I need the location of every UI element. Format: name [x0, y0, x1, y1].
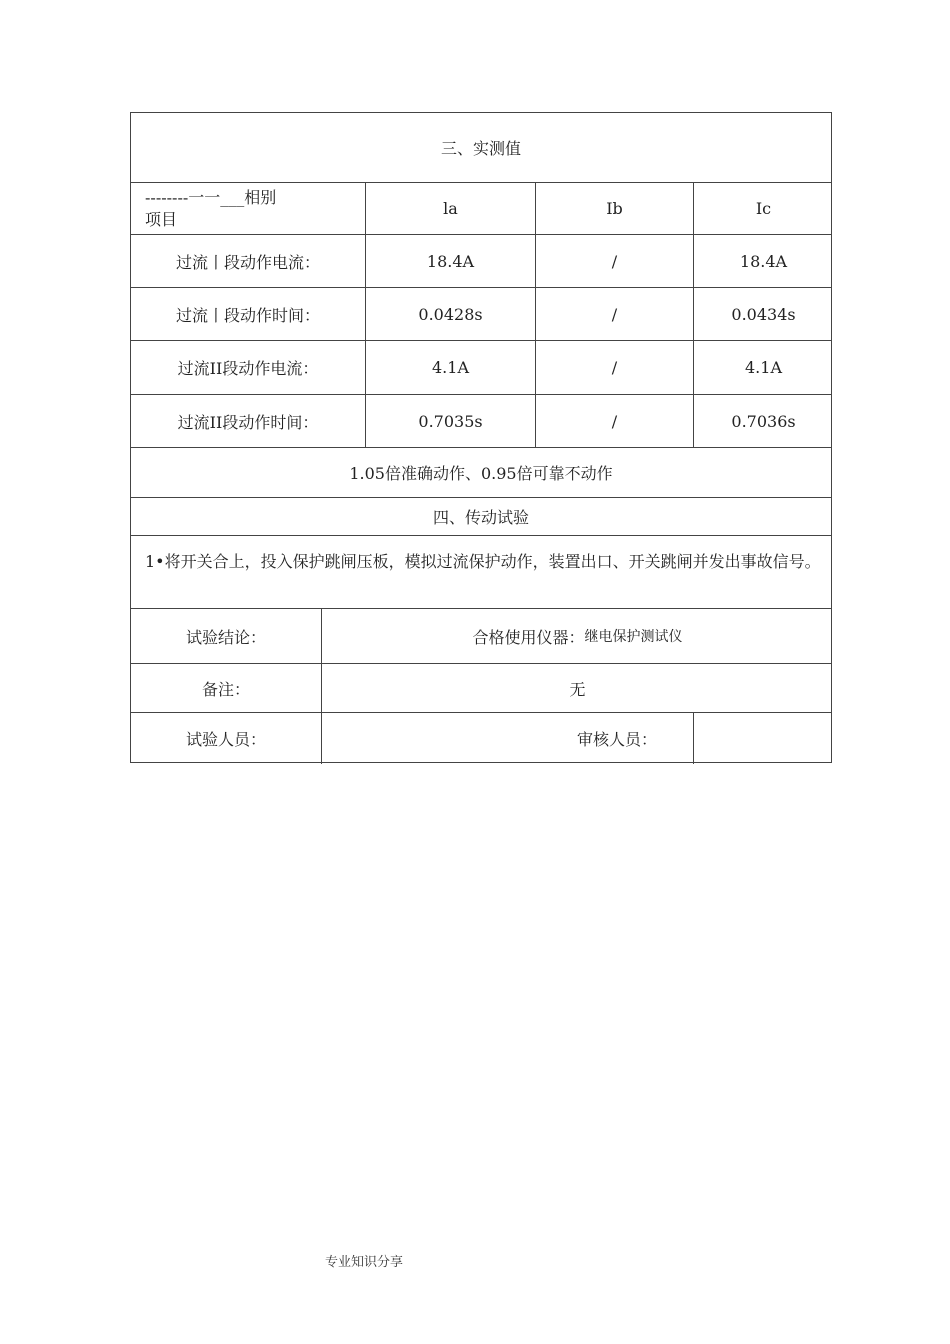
- section4-text-row: [131, 536, 831, 609]
- table-row: [131, 341, 831, 395]
- section3-title: 三、实测值: [440, 139, 521, 158]
- test-report-table: [130, 112, 832, 763]
- section4-title: 四、传动试验: [432, 508, 529, 527]
- criteria-note: 1.05倍准确动作、0.95倍可靠不动作: [349, 464, 613, 483]
- conclusion-result: 合格使用仪器：: [472, 627, 585, 647]
- remarks-row: [131, 664, 831, 713]
- header-phase-a: la: [366, 183, 536, 234]
- conclusion-label: 试验结论：: [131, 609, 322, 663]
- conclusion-row: [131, 609, 831, 664]
- instrument-name: 继电保护测试仪: [584, 629, 683, 645]
- row-item: 过流II段动作时间：: [131, 395, 366, 447]
- row-value-b: /: [536, 395, 694, 447]
- diagonal-header-item: 项目: [145, 210, 178, 229]
- row-value-c: 0.0434s: [731, 304, 796, 324]
- row-value-c: 4.1A: [745, 358, 782, 377]
- row-value-c: 18.4A: [739, 251, 788, 271]
- row-item: 过流II段动作电流：: [131, 341, 366, 394]
- header-phase-c: Ic: [755, 199, 772, 218]
- table-row: [131, 395, 831, 448]
- diagonal-header-cell: [131, 183, 366, 234]
- row-item: 过流丨段动作电流：: [131, 235, 366, 287]
- row-value-b: /: [536, 341, 694, 394]
- row-value-b: /: [536, 288, 694, 340]
- personnel-row: [131, 713, 831, 764]
- remarks-value: 无: [569, 679, 586, 699]
- section4-title-row: [131, 498, 831, 536]
- reviewer-label: 审核人员：: [576, 730, 657, 749]
- row-value-b: /: [536, 235, 694, 287]
- row-item: 过流丨段动作时间：: [131, 288, 366, 340]
- conclusion-value: [322, 609, 833, 663]
- transmission-test-text: 1•将开关合上，投入保护跳闸压板，模拟过流保护动作，装置出口、开关跳闸并发出事故信号。: [145, 552, 821, 571]
- table-row: [131, 288, 831, 341]
- table-row: [131, 235, 831, 288]
- row-value-a: 18.4A: [366, 235, 536, 287]
- tester-label: 试验人员：: [131, 713, 322, 764]
- row-value-a: 0.7035s: [366, 395, 536, 447]
- phase-header-row: [131, 183, 831, 235]
- row-value-a: 4.1A: [366, 341, 536, 394]
- section3-title-row: [131, 113, 831, 183]
- tester-value-cell: [322, 713, 694, 764]
- reviewer-value: [694, 713, 833, 764]
- remarks-label: 备注：: [131, 664, 322, 712]
- header-phase-b: Ib: [536, 183, 694, 234]
- diagonal-header-phase: --------一一___相别: [145, 188, 277, 207]
- page-footer: 专业知识分享: [325, 1255, 404, 1270]
- row-value-c: 0.7036s: [731, 411, 796, 431]
- criteria-note-row: [131, 448, 831, 498]
- row-value-a: 0.0428s: [366, 288, 536, 340]
